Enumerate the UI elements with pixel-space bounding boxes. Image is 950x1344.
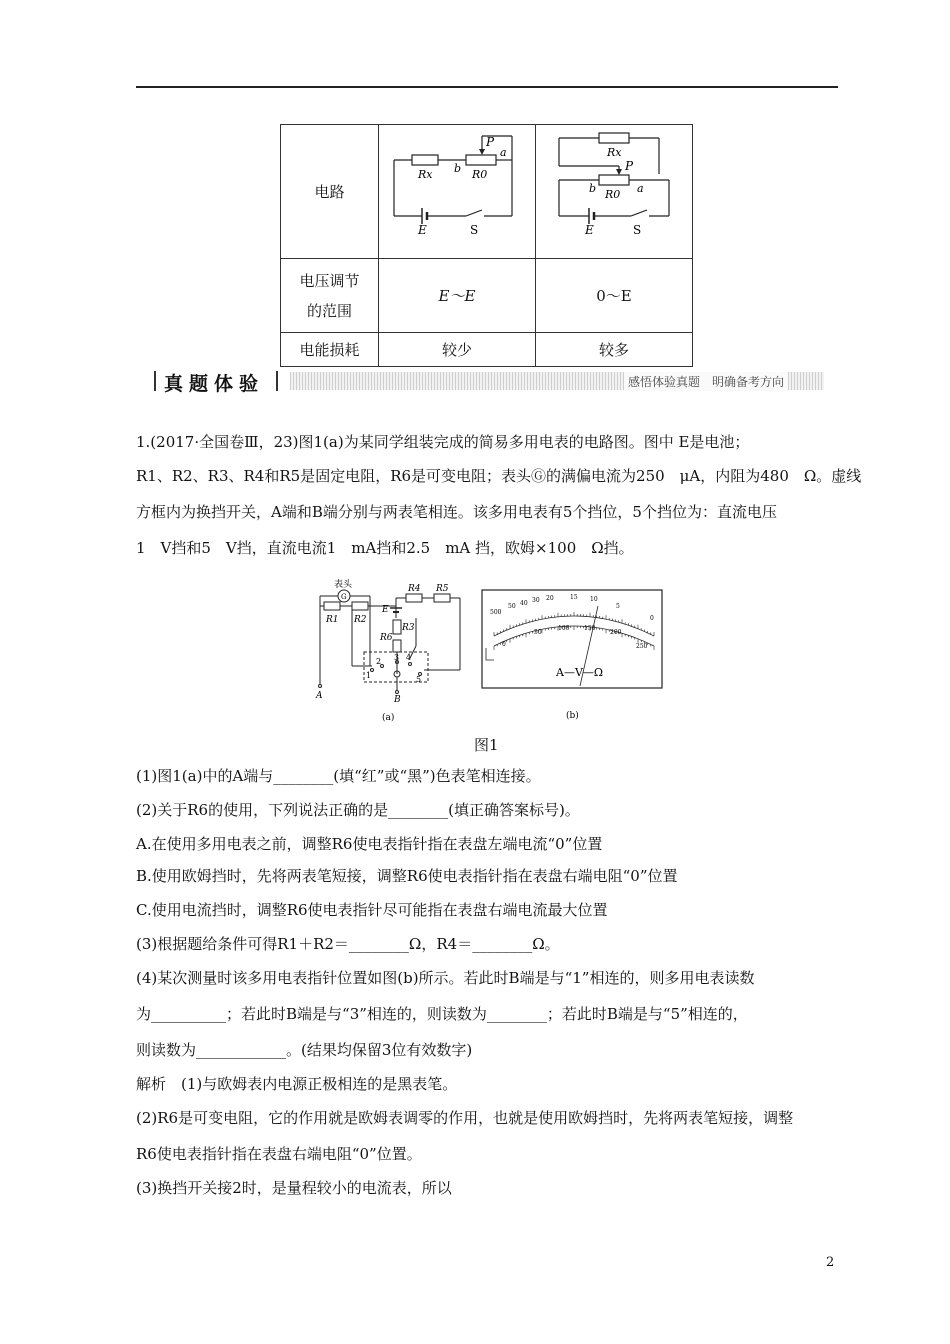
problem-line-1: 1.(2017·全国卷Ⅲ，23)图1(a)为某同学组装完成的简易多用电表的电路图。图中 E是电池；: [136, 433, 750, 451]
rx-label: Rx: [607, 145, 622, 159]
figure-a-sublabel: (a): [382, 713, 395, 723]
row-range-label: 电压调节 的范围: [281, 259, 379, 333]
limiting-circuit-diagram: [382, 130, 532, 250]
r0-label: R0: [605, 187, 621, 201]
r2-label: R2: [354, 615, 367, 625]
ohm-scale-30: 30: [532, 597, 540, 604]
a-label: a: [500, 145, 507, 159]
question-4-line-3: 则读数为____________。(结果均保留3位有效数字): [136, 1041, 473, 1059]
rx-resistor: [599, 133, 629, 143]
dial-label: A—V—Ω: [556, 666, 604, 679]
ohm-scale-5: 5: [616, 603, 620, 610]
dc-scale-0: 0: [502, 641, 506, 648]
figure-caption: 图1: [474, 736, 499, 754]
solution-line-3: R6使电表指针指在表盘右端电阻“0”位置。: [136, 1145, 422, 1163]
e-label: E: [382, 605, 389, 615]
solution-line-2: (2)R6是可变电阻，它的作用就是欧姆表调零的作用，也就是使用欧姆挡时，先将两表笔短接，调整: [136, 1109, 794, 1127]
dc-scale-200: 200: [610, 629, 622, 636]
switch-1: 1: [366, 671, 372, 680]
meter-label: 表头: [334, 580, 353, 590]
rx-label: Rx: [418, 167, 433, 181]
p-label: P: [486, 134, 495, 149]
solution-line-4: (3)换挡开关接2时，是量程较小的电流表，所以: [136, 1179, 452, 1197]
row-circuit-label: 电路: [281, 125, 379, 259]
question-1: (1)图1(a)中的A端与________(填“红”或“黑”)色表笔相连接。: [136, 767, 541, 785]
ohm-scale-0: 0: [650, 615, 654, 622]
r1-label: R1: [326, 615, 339, 625]
ohm-scale-20: 20: [546, 595, 554, 602]
option-c: C.使用电流挡时，调整R6使电表指针尽可能指在表盘右端电流最大位置: [136, 901, 608, 919]
e-label: E: [418, 222, 427, 237]
r5-label: R5: [436, 584, 449, 594]
b-label: b: [589, 181, 597, 195]
problem-line-3: 方框内为换挡开关，A端和B端分别与两表笔相连。该多用电表有5个挡位，5个挡位为：直流电压: [136, 503, 777, 521]
limiting-loss: 较少: [379, 333, 536, 367]
ohm-scale-15: 15: [570, 594, 578, 601]
page-number: 2: [826, 1255, 835, 1270]
section-title: 真题体验: [164, 369, 270, 396]
a-label: a: [637, 181, 644, 195]
ohm-scale-10: 10: [590, 596, 598, 603]
figure-b-meter-dial: [480, 588, 666, 728]
b-terminal-label: B: [394, 695, 401, 705]
section-header: [140, 369, 824, 393]
s-label: S: [470, 222, 479, 237]
option-a: A.在使用多用电表之前，调整R6使电表指针指在表盘左端电流“0”位置: [136, 835, 603, 853]
a-terminal-label: A: [316, 691, 323, 701]
r3-label: R3: [402, 623, 415, 633]
circuit-divider-cell: [536, 125, 693, 259]
divider-circuit-diagram: [539, 130, 689, 250]
switch-3: 3: [394, 653, 400, 662]
r0-rheostat: [599, 175, 629, 185]
switch-2: 2: [376, 657, 382, 666]
question-2: (2)关于R6的使用，下列说法正确的是________(填正确答案标号)。: [136, 801, 580, 819]
section-subtitle: 感悟体验真题 明确备考方向: [624, 372, 788, 391]
p-label: P: [625, 158, 634, 173]
header-rule: [136, 86, 838, 88]
solution-line-1: 解析 (1)与欧姆表内电源正极相连的是黑表笔。: [136, 1075, 458, 1093]
dc-scale-150: 150: [584, 625, 596, 632]
option-b: B.使用欧姆挡时，先将两表笔短接，调整R6使电表指针指在表盘右端电阻“0”位置: [136, 867, 678, 885]
problem-line-2: R1、R2、R3、R4和R5是固定电阻，R6是可变电阻；表头Ⓖ的满偏电流为250 μA，内阻为480 Ω。虚线: [136, 467, 862, 485]
figure-b-sublabel: (b): [566, 711, 579, 721]
r0-rheostat: [466, 155, 496, 165]
switch-4: 4: [406, 653, 412, 662]
rx-resistor: [412, 155, 438, 165]
dc-scale-50: 50: [534, 629, 542, 636]
problem-line-4: 1 V挡和5 V挡，直流电流1 mA挡和2.5 mA 挡，欧姆×100 Ω挡。: [136, 539, 634, 557]
comparison-table: [280, 124, 693, 367]
dc-scale-250: 250: [636, 643, 648, 650]
ohm-scale-500: 500: [490, 609, 502, 616]
switch-5: 5: [416, 675, 422, 684]
r0-label: R0: [472, 167, 488, 181]
figure-a-circuit: [300, 578, 470, 726]
dial-ticks: [494, 612, 654, 650]
question-4-line-1: (4)某次测量时该多用电表指针位置如图(b)所示。若此时B端是与“1”相连的，则多用电表读数: [136, 969, 755, 987]
question-3: (3)根据题给条件可得R1＋R2＝________Ω，R4＝________Ω。: [136, 935, 560, 953]
ohm-scale-50: 50: [508, 603, 516, 610]
ohm-scale-40: 40: [520, 600, 528, 607]
r4-label: R4: [408, 584, 421, 594]
limiting-range: E～E: [379, 259, 536, 333]
row-loss-label: 电能损耗: [281, 333, 379, 367]
galvanometer-g: G: [341, 593, 347, 601]
circuit-limiting-cell: [379, 125, 536, 259]
e-label: E: [585, 222, 594, 237]
dc-scale-100: 100: [558, 625, 570, 632]
b-label: b: [454, 161, 462, 175]
s-label: S: [633, 222, 642, 237]
divider-loss: 较多: [536, 333, 693, 367]
divider-range: 0～E: [536, 259, 693, 333]
r6-label: R6: [380, 633, 393, 643]
question-4-line-2: 为__________；若此时B端是与“3”相连的，则读数为________；若此时B端是与“5”相连的，: [136, 1005, 748, 1023]
